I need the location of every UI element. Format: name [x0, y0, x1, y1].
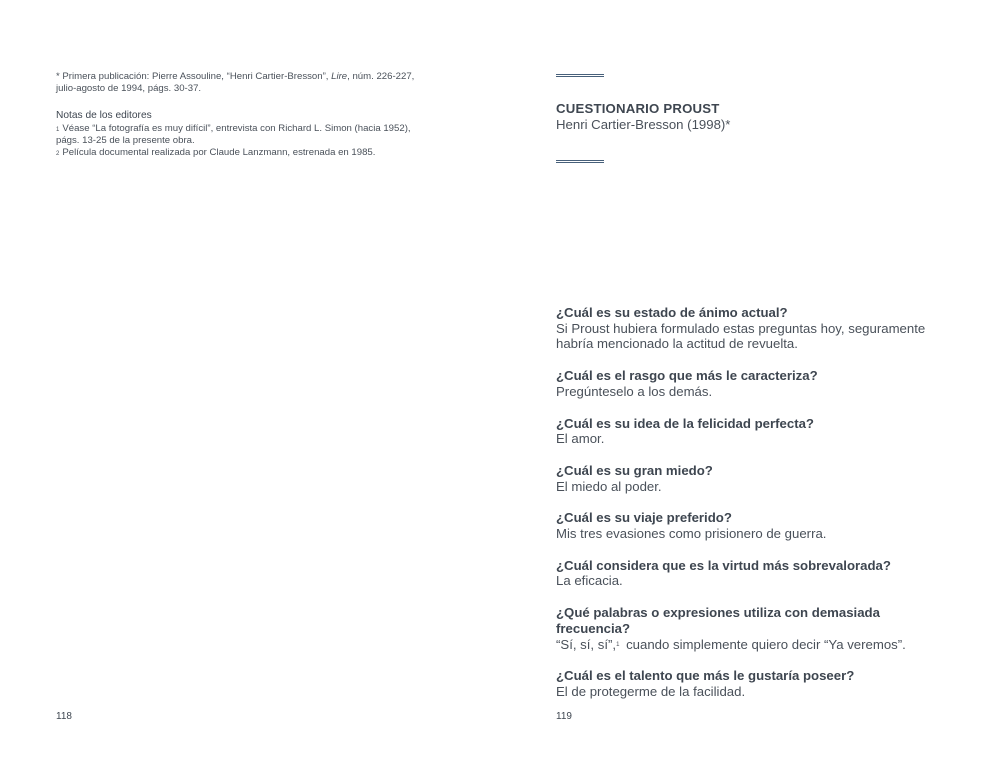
answer: Mis tres evasiones como prisionero de guerra.	[556, 526, 827, 542]
answer: La eficacia.	[556, 573, 623, 589]
publication-title: Lire	[331, 71, 348, 82]
footnotes	[56, 71, 416, 159]
answer: Si Proust hubiera formulado estas preguntas hoy, seguramente habría mencionado la actitud de revuelta.	[556, 320, 926, 352]
note-marker: 1	[616, 641, 620, 648]
answer-text: “Sí, sí, sí”,	[556, 636, 617, 652]
note-marker: 1	[56, 127, 60, 133]
title-block	[556, 101, 730, 133]
editor-note-1-line1: Véase “La fotografía es muy difícil”, entrevista con Richard L. Simon (hacia 1952),	[62, 123, 411, 134]
question: ¿Cuál es su idea de la felicidad perfecta?	[556, 415, 814, 431]
question: ¿Cuál es su viaje preferido?	[556, 510, 732, 526]
answer: El miedo al poder.	[556, 478, 662, 494]
top-double-rule	[556, 74, 604, 77]
qa-item	[556, 558, 936, 589]
note-marker: 2	[56, 151, 60, 157]
qa-item	[556, 305, 936, 352]
qa-item	[556, 510, 936, 541]
answer: El de protegerme de la facilidad.	[556, 683, 746, 699]
question: ¿Cuál es el talento que más le gustaría poseer?	[556, 668, 855, 684]
publication-note-date: julio-agosto de 1994, págs. 30-37.	[56, 83, 202, 94]
questionnaire	[556, 305, 936, 716]
publication-note-issue: , núm. 226-227,	[347, 71, 415, 82]
page-title: CUESTIONARIO PROUST	[556, 101, 720, 116]
bottom-double-rule	[556, 160, 604, 163]
question: ¿Cuál considera que es la virtud más sobrevalorada?	[556, 557, 891, 573]
answer	[556, 637, 936, 653]
qa-item	[556, 463, 936, 494]
editor-note-1	[56, 123, 416, 147]
editor-note-1-line2: págs. 13-25 de la presente obra.	[56, 135, 195, 146]
qa-item	[556, 416, 936, 447]
publication-note-text: Primera publicación: Pierre Assouline, “Henri Cartier-Bresson”,	[59, 71, 332, 82]
answer: El amor.	[556, 431, 605, 447]
page-subtitle: Henri Cartier-Bresson (1998)*	[556, 117, 731, 132]
footnote-marker: *	[56, 71, 60, 82]
question: ¿Cuál es su gran miedo?	[556, 462, 713, 478]
right-page	[500, 0, 1000, 767]
editor-note-2-text: Película documental realizada por Claude Lanzmann, estrenada en 1985.	[62, 147, 376, 158]
page-number-left: 118	[56, 711, 72, 722]
answer-text: cuando simplemente quiero decir “Ya veremos”.	[622, 636, 906, 652]
answer: Pregúnteselo a los demás.	[556, 383, 713, 399]
qa-item	[556, 668, 936, 699]
question: ¿Cuál es el rasgo que más le caracteriza?	[556, 368, 818, 384]
publication-note	[56, 71, 416, 95]
question: ¿Cuál es su estado de ánimo actual?	[556, 305, 788, 320]
page-number-right: 119	[556, 711, 572, 722]
editor-note-2	[56, 147, 416, 159]
question: ¿Qué palabras o expresiones utiliza con demasiada frecuencia?	[556, 605, 880, 636]
qa-item	[556, 605, 936, 652]
qa-item	[556, 368, 936, 399]
editors-notes-heading: Notas de los editores	[56, 110, 152, 121]
